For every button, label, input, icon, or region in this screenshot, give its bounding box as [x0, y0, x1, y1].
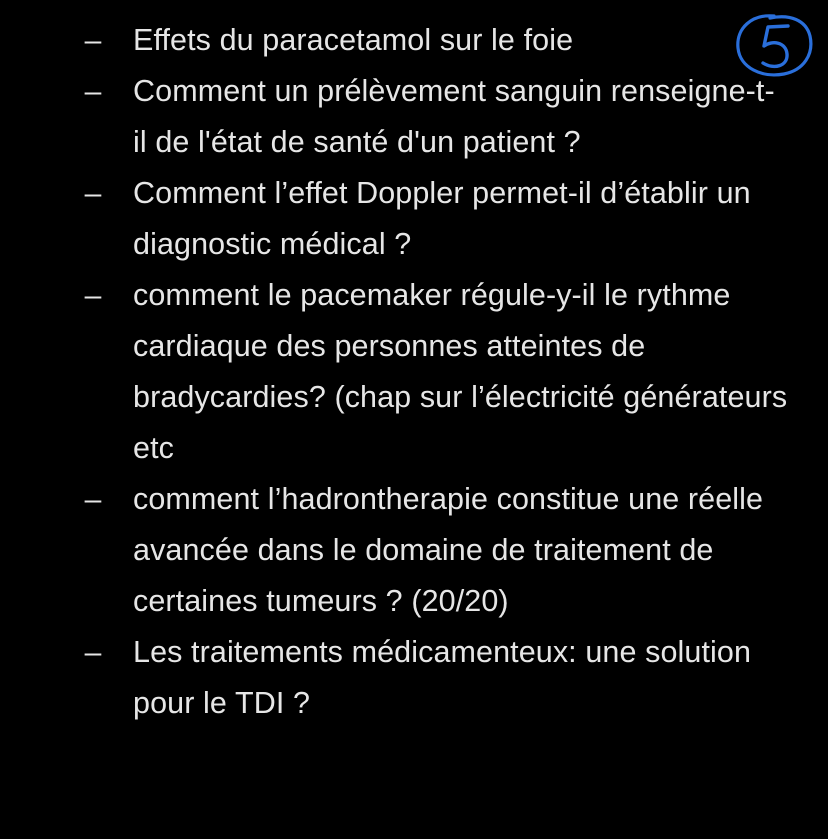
- list-item-text: Effets du paracetamol sur le foie: [133, 23, 574, 57]
- list-dash: –: [84, 636, 102, 669]
- list-item-text: Comment un prélèvement sanguin renseigne-t-il de l'état de santé d'un patient ?: [133, 74, 775, 159]
- list-item-text: Comment l’effet Doppler permet-il d’établir un diagnostic médical ?: [133, 176, 751, 261]
- list-item: [0, 15, 828, 66]
- list-item: [0, 270, 828, 474]
- topic-list: [0, 15, 828, 729]
- list-item-text: comment l’hadrontherapie constitue une réelle avancée dans le domaine de traitement de certaines tumeurs ? (20/20): [133, 482, 764, 618]
- list-dash: –: [84, 483, 102, 516]
- list-item: [0, 66, 828, 168]
- list-item-text: Les traitements médicamenteux: une solution pour le TDI ?: [133, 635, 752, 720]
- list-item: [0, 168, 828, 270]
- list-dash: –: [84, 177, 102, 210]
- list-dash: –: [84, 24, 102, 57]
- list-item: [0, 474, 828, 627]
- list-item-text: comment le pacemaker régule-y-il le rythme cardiaque des personnes atteintes de bradycardies? (chap sur l’électricité générateurs etc: [133, 278, 788, 465]
- list-item: [0, 627, 828, 729]
- list-dash: –: [84, 279, 102, 312]
- list-dash: –: [84, 75, 102, 108]
